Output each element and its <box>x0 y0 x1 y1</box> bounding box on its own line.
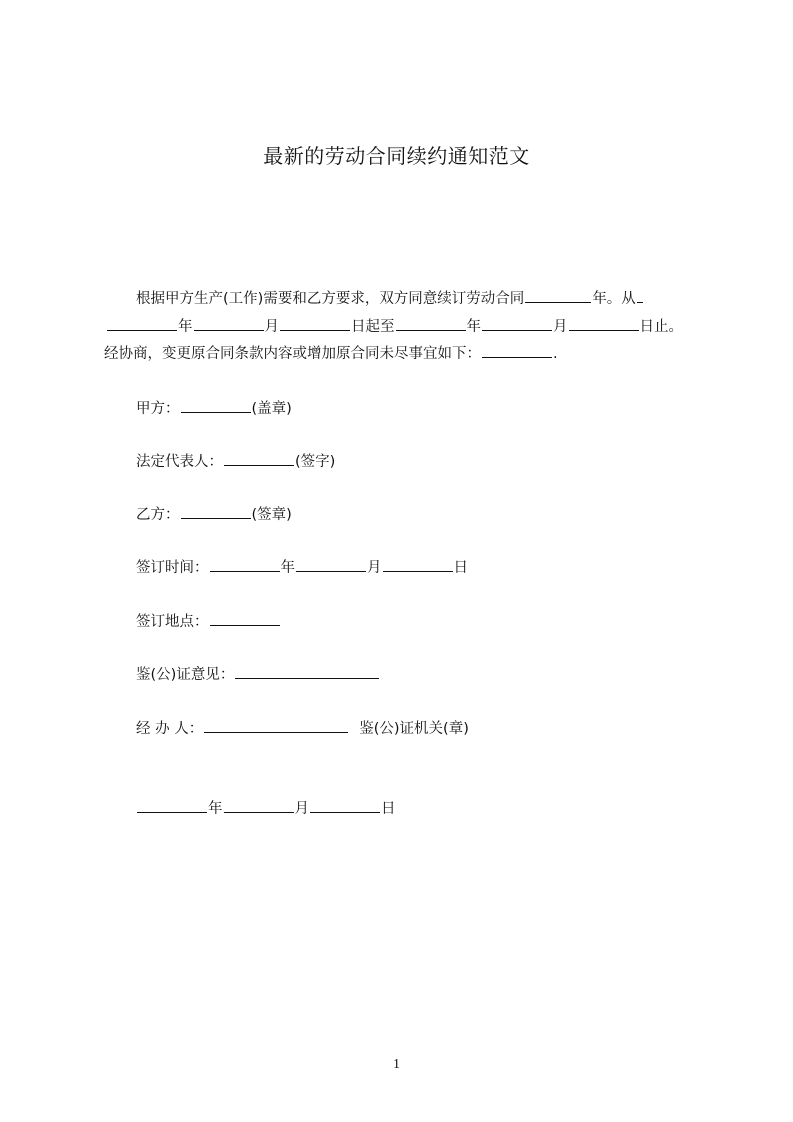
closing-month-blank <box>224 797 294 813</box>
sign-month-blank <box>296 556 366 572</box>
sign-place-field <box>136 610 281 633</box>
intro-text-1: 根据甲方生产(工作)需要和乙方要求，双方同意续订劳动合同 <box>136 291 525 307</box>
end-year-blank <box>396 315 466 331</box>
intro-text-3: 经协商，变更原合同条款内容或增加原合同未尽事宜如下： <box>104 346 481 362</box>
handler-label: 经 办 人： <box>136 721 204 737</box>
legal-rep-field <box>136 450 335 473</box>
sign-day-label: 日 <box>453 560 468 576</box>
handler-blank <box>204 717 348 733</box>
sign-time-label: 签订时间： <box>136 560 209 576</box>
sign-time-field <box>136 556 468 579</box>
party-b-blank <box>181 503 251 519</box>
start-month-blank <box>194 315 264 331</box>
contract-years-blank <box>525 287 591 303</box>
party-a-suffix: (盖章) <box>251 401 292 417</box>
end-year-label: 年 <box>466 318 481 335</box>
changes-blank <box>482 342 552 358</box>
intro-line-2 <box>104 314 704 342</box>
sign-year-label: 年 <box>280 560 295 576</box>
closing-month-label: 月 <box>294 801 309 817</box>
closing-year-label: 年 <box>208 801 223 817</box>
start-year-blank-head <box>637 287 643 303</box>
intro-period: . <box>553 346 558 362</box>
end-month-blank <box>482 315 552 331</box>
sign-place-label: 签订地点： <box>136 614 209 630</box>
sign-month-label: 月 <box>367 560 382 576</box>
intro-line-3 <box>104 341 704 369</box>
page-number: 1 <box>393 1057 400 1072</box>
party-a-field <box>136 397 292 420</box>
start-year-label: 年 <box>178 318 193 335</box>
party-b-suffix: (签章) <box>251 507 292 523</box>
closing-day-blank <box>310 797 380 813</box>
party-a-blank <box>181 397 251 413</box>
end-month-label: 月 <box>553 318 568 335</box>
intro-text-2: 年。从 <box>592 291 636 307</box>
intro-paragraph <box>104 286 704 369</box>
closing-date-field <box>136 797 396 820</box>
legal-rep-blank <box>224 450 294 466</box>
notary-opinion-blank <box>235 663 379 679</box>
party-a-label: 甲方： <box>136 401 180 417</box>
party-b-label: 乙方： <box>136 507 180 523</box>
start-day-label: 日起至 <box>351 318 395 335</box>
end-day-blank <box>569 315 639 331</box>
closing-day-label: 日 <box>381 801 396 817</box>
closing-year-blank <box>137 797 207 813</box>
intro-line-1 <box>104 286 704 314</box>
document-title: 最新的劳动合同续约通知范文 <box>263 144 530 168</box>
handler-field <box>136 717 469 740</box>
legal-rep-label: 法定代表人： <box>136 454 223 470</box>
sign-place-blank <box>210 610 280 626</box>
notary-opinion-label: 鉴(公)证意见： <box>136 667 235 683</box>
sign-day-blank <box>383 556 453 572</box>
notary-office-label: 鉴(公)证机关(章) <box>359 721 469 737</box>
start-day-blank <box>280 315 350 331</box>
start-year-blank <box>107 315 177 331</box>
sign-year-blank <box>210 556 280 572</box>
notary-opinion-field <box>136 663 380 686</box>
party-b-field <box>136 503 292 526</box>
start-month-label: 月 <box>264 318 279 335</box>
legal-rep-suffix: (签字) <box>295 454 336 470</box>
end-day-label: 日止。 <box>639 318 683 335</box>
